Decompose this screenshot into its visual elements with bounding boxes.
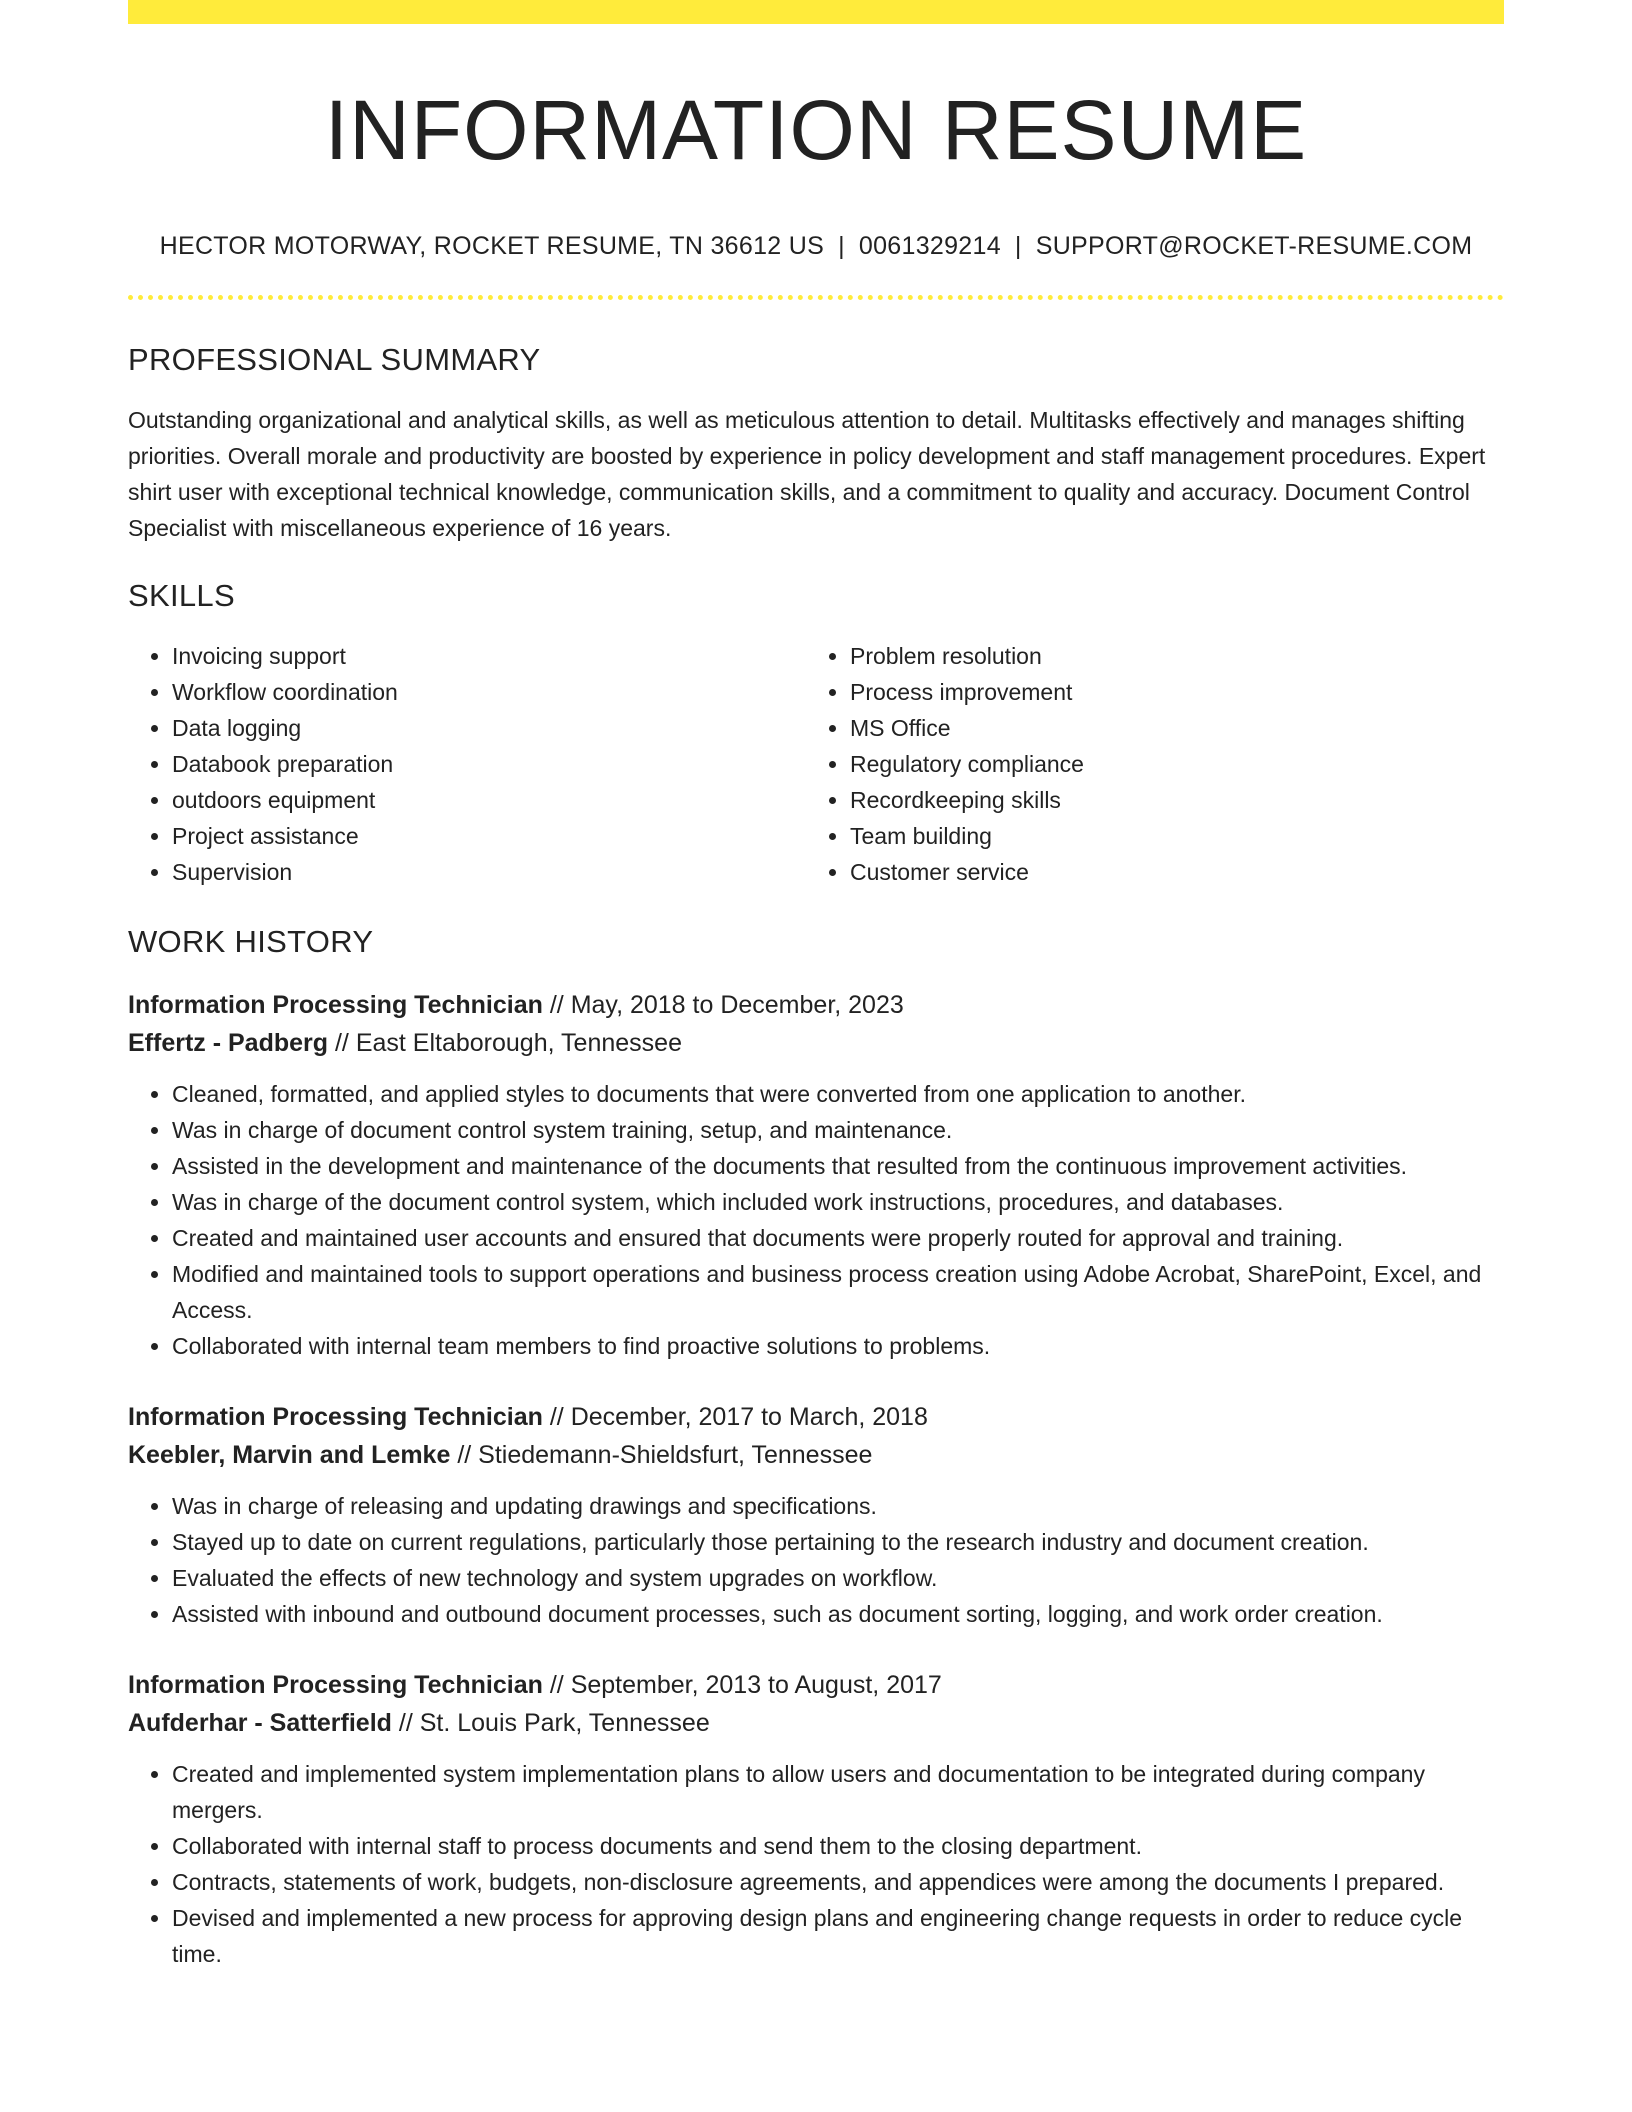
skill-item: • MS Office — [850, 710, 1484, 746]
skills-column-left — [128, 638, 806, 890]
skill-item: • Project assistance — [172, 818, 806, 854]
job-company-line — [128, 1436, 1504, 1474]
contact-email[interactable]: SUPPORT@ROCKET-RESUME.COM — [1035, 232, 1473, 261]
skill-item: • Process improvement — [850, 674, 1484, 710]
work-history-list — [128, 986, 1504, 1972]
skills-column-right — [806, 638, 1484, 890]
contact-separator: | — [838, 232, 845, 261]
job-duty-item: • Was in charge of releasing and updating drawings and specifications. — [172, 1488, 1504, 1524]
skill-item: • outdoors equipment — [172, 782, 806, 818]
job-location: // East Eltaborough, Tennessee — [334, 1029, 682, 1058]
job-duty-item: • Devised and implemented a new process for approving design plans and engineering change requests in order to reduce cycle time. — [172, 1900, 1504, 1972]
resume-title: INFORMATION RESUME — [324, 83, 1308, 177]
job-location: // Stiedemann-Shieldsfurt, Tennessee — [457, 1441, 873, 1470]
job-duty-item: • Cleaned, formatted, and applied styles to documents that were converted from one application to another. — [172, 1076, 1504, 1112]
summary-text: Outstanding organizational and analytical skills, as well as meticulous attention to detail. Multitasks effectively and manages shifting priorities. Overall morale and productivity are boosted by experience in policy development and staff management procedures. Expert shirt user with exceptional technical knowledge, communication skills, and a commitment to quality and accuracy. Document Control Specialist with miscellaneous experience of 16 years. — [128, 407, 1486, 542]
job-duty-item: • Created and maintained user accounts and ensured that documents were properly routed for approval and training. — [172, 1220, 1504, 1256]
contact-separator: | — [1014, 232, 1022, 261]
job-title: Information Processing Technician — [128, 991, 543, 1020]
skills-list — [128, 638, 1504, 890]
job-duty-item: • Contracts, statements of work, budgets, non-disclosure agreements, and appendices were among the documents I prepared. — [172, 1864, 1504, 1900]
skill-item: • Problem resolution — [850, 638, 1484, 674]
job-entry — [128, 1666, 1504, 1972]
job-title-line — [128, 1666, 1504, 1704]
job-duties — [128, 1076, 1504, 1364]
job-duty-item: • Collaborated with internal staff to process documents and send them to the closing department. — [172, 1828, 1504, 1864]
job-title-line — [128, 986, 1504, 1024]
skill-item: • Customer service — [850, 854, 1484, 890]
skills-heading: SKILLS — [128, 578, 235, 614]
job-duty-item: • Was in charge of document control system training, setup, and maintenance. — [172, 1112, 1504, 1148]
job-title-line — [128, 1398, 1504, 1436]
skill-item: • Invoicing support — [172, 638, 806, 674]
job-duties — [128, 1756, 1504, 1972]
job-duties — [128, 1488, 1504, 1632]
job-duty-item: • Was in charge of the document control system, which included work instructions, procedures, and databases. — [172, 1184, 1504, 1220]
job-duty-item: • Assisted in the development and maintenance of the documents that resulted from the continuous improvement activities. — [172, 1148, 1504, 1184]
summary-heading: PROFESSIONAL SUMMARY — [128, 342, 541, 378]
job-company-line — [128, 1704, 1504, 1742]
skill-item: • Regulatory compliance — [850, 746, 1484, 782]
skill-item: • Workflow coordination — [172, 674, 806, 710]
job-company: Effertz - Padberg — [128, 1029, 329, 1058]
skill-item: • Databook preparation — [172, 746, 806, 782]
skill-item: • Supervision — [172, 854, 806, 890]
contact-line — [128, 232, 1504, 261]
work-history-heading: WORK HISTORY — [128, 924, 374, 960]
contact-phone: 0061329214 — [858, 232, 1001, 261]
skill-item: • Team building — [850, 818, 1484, 854]
job-dates: // May, 2018 to December, 2023 — [549, 991, 904, 1020]
job-duty-item: • Evaluated the effects of new technology and system upgrades on workflow. — [172, 1560, 1504, 1596]
job-entry — [128, 986, 1504, 1364]
job-company: Aufderhar - Satterfield — [128, 1709, 392, 1738]
skill-item: • Data logging — [172, 710, 806, 746]
job-dates: // December, 2017 to March, 2018 — [549, 1403, 928, 1432]
skill-item: • Recordkeeping skills — [850, 782, 1484, 818]
job-duty-item: • Modified and maintained tools to support operations and business process creation using Adobe Acrobat, SharePoint, Excel, and Access. — [172, 1256, 1504, 1328]
contact-address: HECTOR MOTORWAY, ROCKET RESUME, TN 36612 US — [159, 232, 825, 261]
top-accent-bar — [128, 0, 1504, 24]
resume-page — [128, 0, 1504, 1972]
job-location: // St. Louis Park, Tennessee — [398, 1709, 710, 1738]
job-duty-item: • Assisted with inbound and outbound document processes, such as document sorting, logging, and work order creation. — [172, 1596, 1504, 1632]
job-company-line — [128, 1024, 1504, 1062]
dotted-divider — [128, 295, 1504, 300]
job-duty-item: • Collaborated with internal team members to find proactive solutions to problems. — [172, 1328, 1504, 1364]
job-duty-item: • Stayed up to date on current regulations, particularly those pertaining to the research industry and document creation. — [172, 1524, 1504, 1560]
job-entry — [128, 1398, 1504, 1632]
job-title: Information Processing Technician — [128, 1403, 543, 1432]
job-title: Information Processing Technician — [128, 1671, 543, 1700]
job-dates: // September, 2013 to August, 2017 — [549, 1671, 942, 1700]
job-company: Keebler, Marvin and Lemke — [128, 1441, 451, 1470]
job-duty-item: • Created and implemented system implementation plans to allow users and documentation to be integrated during company mergers. — [172, 1756, 1504, 1828]
